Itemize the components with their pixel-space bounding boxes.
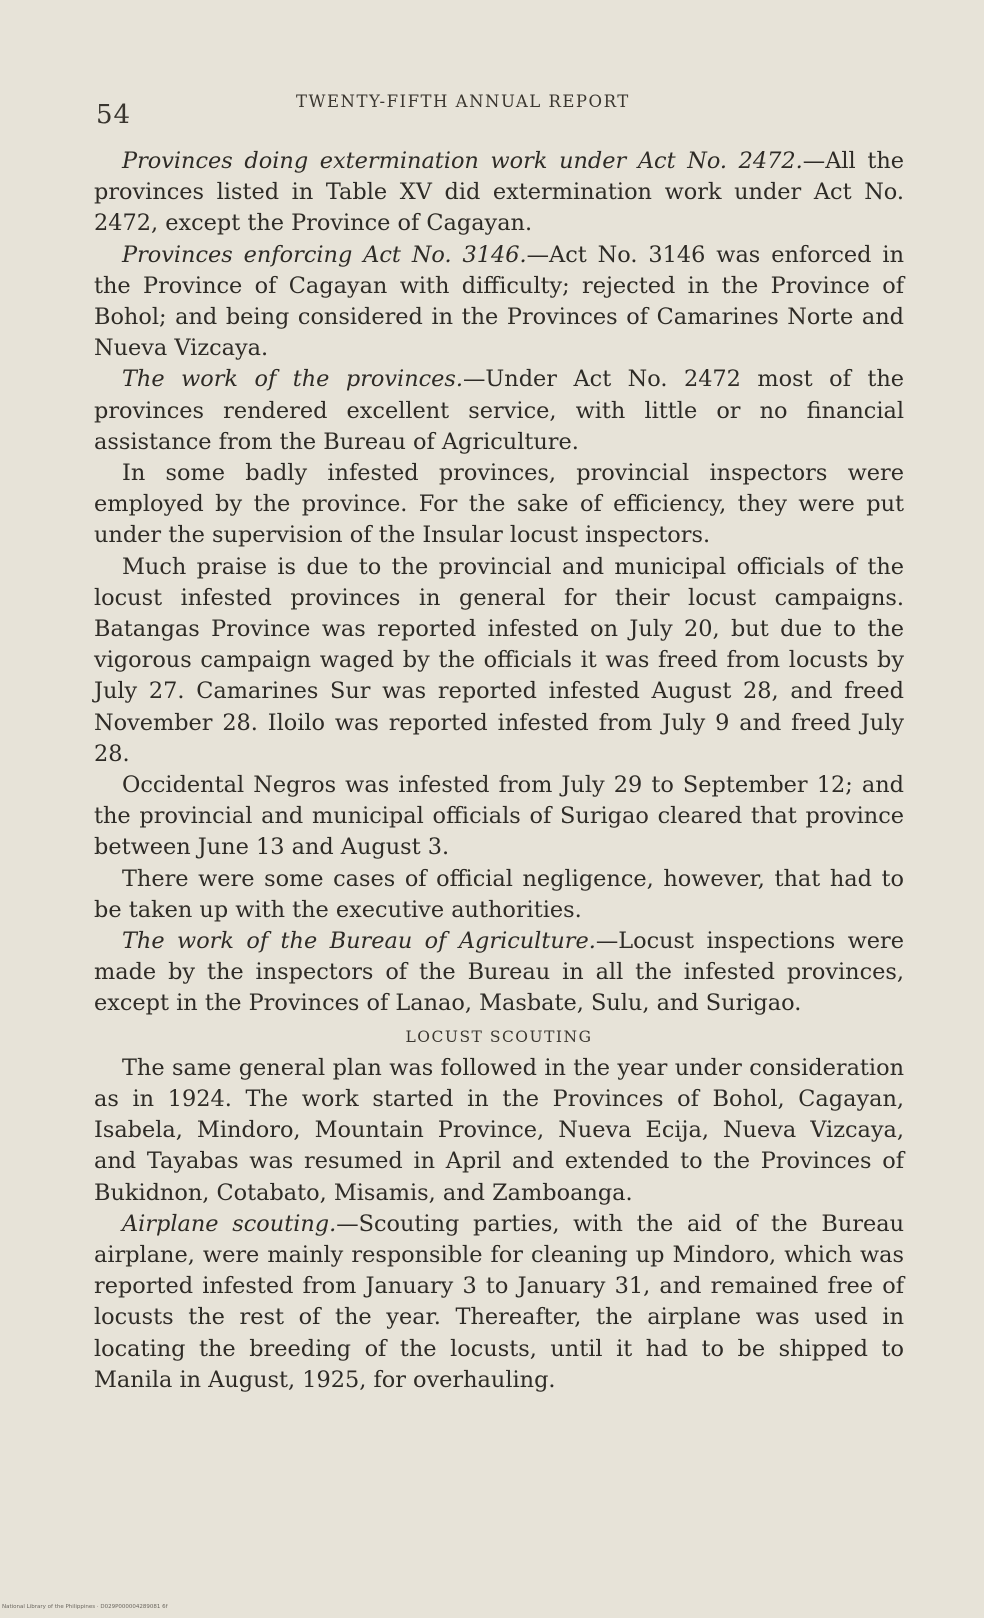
page-body [94,146,904,1396]
paragraph-text: There were some cases of official negligence, however, that had to be taken up with the executive authorities. [94,865,904,923]
paragraph-run-head: The work of the Bureau of Agriculture. [122,928,596,955]
paragraph-provincial-inspectors [94,458,904,552]
paragraph-run-head: Provinces doing extermination work under Act No. 2472. [122,148,803,174]
paragraph-text: The same general plan was followed in the year under consideration as in 1924. The work started in the Provinces of Bohol, Cagayan, Isabela, Mindoro, Mountain Province, Nueva Ecija, Nueva Vizcaya, and Tayabas was resumed in April and extended to the Provinces of Bukidnon, Cotabato, Misamis, and Zamboanga. [94,1054,904,1206]
paragraph-occidental-negros [94,770,904,864]
paragraph-airplane-scouting [94,1209,904,1396]
running-title: TWENTY-FIFTH ANNUAL REPORT [296,92,630,111]
paragraph-text: —Scouting parties, with the aid of the Bureau airplane, were mainly responsible for cleaning up Mindoro, which was reported infested from January 3 to January 31, and remained free of locusts the rest of the year. Thereafter, the airplane was used in locating the breeding of the locusts, until it had to be shipped to Manila in August, 1925, for overhauling. [94,1210,904,1393]
page-number: 54 [96,100,132,130]
scan-footer: National Library of the Philippines · D029P000004289081 6f [2,1604,168,1610]
paragraph-run-head: The work of the provinces. [122,366,464,393]
paragraph-text: —Act No. 3146 was enforced in the Province of Cagayan with difficulty; rejected in the Province of Bohol; and being considered in the Provinces of Camarines Norte and Nueva Vizcaya. [94,241,904,362]
section-heading: LOCUST SCOUTING [405,1027,593,1046]
paragraph-official-negligence [94,864,904,926]
paragraph-work-of-bureau [94,926,904,1020]
paragraph-text: —Under Act No. 2472 most of the provinces rendered excellent service, with little or no financial assistance from the Bureau of Agriculture. [94,366,905,455]
paragraph-text: Much praise is due to the provincial and municipal officials of the locust infested provinces in general for their locust campaigns. Batangas Province was reported infested on July 20, but due to the vigorous campaign waged by the officials it was freed from locusts by July 27. Camarines Sur was reported infested August 28, and freed November 28. Iloilo was reported infested from July 9 and freed July 28. [94,553,904,767]
paragraph-text: In some badly infested provinces, provincial inspectors were employed by the province. For the sake of efficiency, they were put under the supervision of the Insular locust inspectors. [94,460,904,549]
paragraph-run-head: Provinces enforcing Act No. 3146. [122,241,527,268]
paragraph-general-plan [94,1053,904,1209]
paragraph-praise-officials [94,552,904,770]
paragraph-text: —Locust inspections were made by the inspectors of the Bureau in all the infested provinces, except in the Provinces of Lanao, Masbate, Sulu, and Surigao. [94,928,904,1017]
paragraph-text: —All the provinces listed in Table XV did extermination work under Act No. 2472, except the Province of Cagayan. [94,148,905,237]
paragraph-work-of-provinces [94,364,904,458]
paragraph-provinces-extermination [94,146,904,240]
paragraph-text: Occidental Negros was infested from July 29 to September 12; and the provincial and municipal officials of Surigao cleared that province between June 13 and August 3. [94,772,904,861]
page-header [96,88,904,128]
paragraph-run-head: Airplane scouting. [122,1210,337,1237]
paragraph-provinces-enforcing [94,240,904,365]
